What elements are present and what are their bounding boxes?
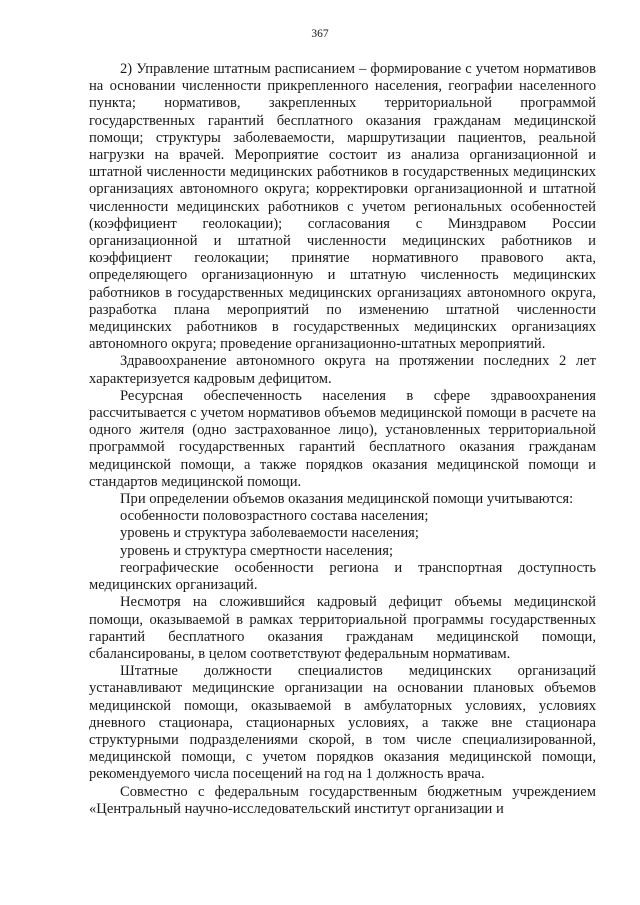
paragraph: 2) Управление штатным расписанием – формирование с учетом нормативов на основании численности прикрепленного населения, географии населенного пункта; нормативов, закрепленных территориальной программой государственных гарантий бесплатного оказания гражданам медицинской помощи; структуры заболеваемости, маршрутизации пациентов, реальной нагрузки на врачей. Мероприятие состоит из анализа организационной и штатной численности медицинских работников в государственных медицинских организациях автономного округа; корректировки организационной и штатной численности медицинских работников с учетом региональных особенностей (коэффициент геолокации); согласования с Минздравом России организационной и штатной численности медицинских работников и коэффициент геолокации; принятие нормативного правового акта, определяющего организационную и штатную численность медицинских работников в государственных медицинских организациях автономного округа, разработка плана мероприятий по изменению штатной численности медицинских работников в государственных медицинских организациях автономного округа; проведение организационно-штатных мероприятий. bbox=[89, 61, 596, 353]
paragraph: Ресурсная обеспеченность населения в сфере здравоохранения рассчитывается с учетом нормативов объемов медицинской помощи в расчете на одного жителя (одно застрахованное лицо), установленных территориальной программой государственных гарантий бесплатного оказания гражданам медицинской помощи, а также порядков оказания медицинской помощи и стандартов медицинской помощи. bbox=[89, 387, 596, 490]
paragraph: При определении объемов оказания медицинской помощи учитываются: bbox=[120, 491, 574, 508]
paragraph: Совместно с федеральным государственным бюджетным учреждением «Центральный научно-исследовательский институт организации и bbox=[89, 783, 596, 817]
list-item: уровень и структура заболеваемости населения; bbox=[120, 525, 419, 542]
list-item: особенности половозрастного состава населения; bbox=[120, 508, 429, 525]
list-item: уровень и структура смертности населения; bbox=[120, 542, 394, 559]
paragraph: Здравоохранение автономного округа на протяжении последних 2 лет характеризуется кадровым дефицитом. bbox=[89, 353, 596, 387]
list-item: географические особенности региона и транспортная доступность медицинских организаций. bbox=[89, 559, 596, 594]
paragraph: Штатные должности специалистов медицинских организаций устанавливают медицинские организации на основании плановых объемов медицинской помощи, оказываемой в амбулаторных условиях, условиях дневного стационара, стационарных условиях, а также вне стационара структурными подразделениями скорой, в том числе специализированной, медицинской помощи, с учетом порядков оказания медицинской помощи, рекомендуемого числа посещений на год на 1 должность врача. bbox=[89, 663, 596, 783]
page-number: 367 bbox=[311, 28, 329, 40]
document-body bbox=[89, 61, 596, 818]
paragraph: Несмотря на сложившийся кадровый дефицит объемы медицинской помощи, оказываемой в рамках территориальной программы государственных гарантий бесплатного оказания гражданам медицинской помощи, сбалансированы, в целом соответствуют федеральным нормативам. bbox=[89, 594, 596, 662]
